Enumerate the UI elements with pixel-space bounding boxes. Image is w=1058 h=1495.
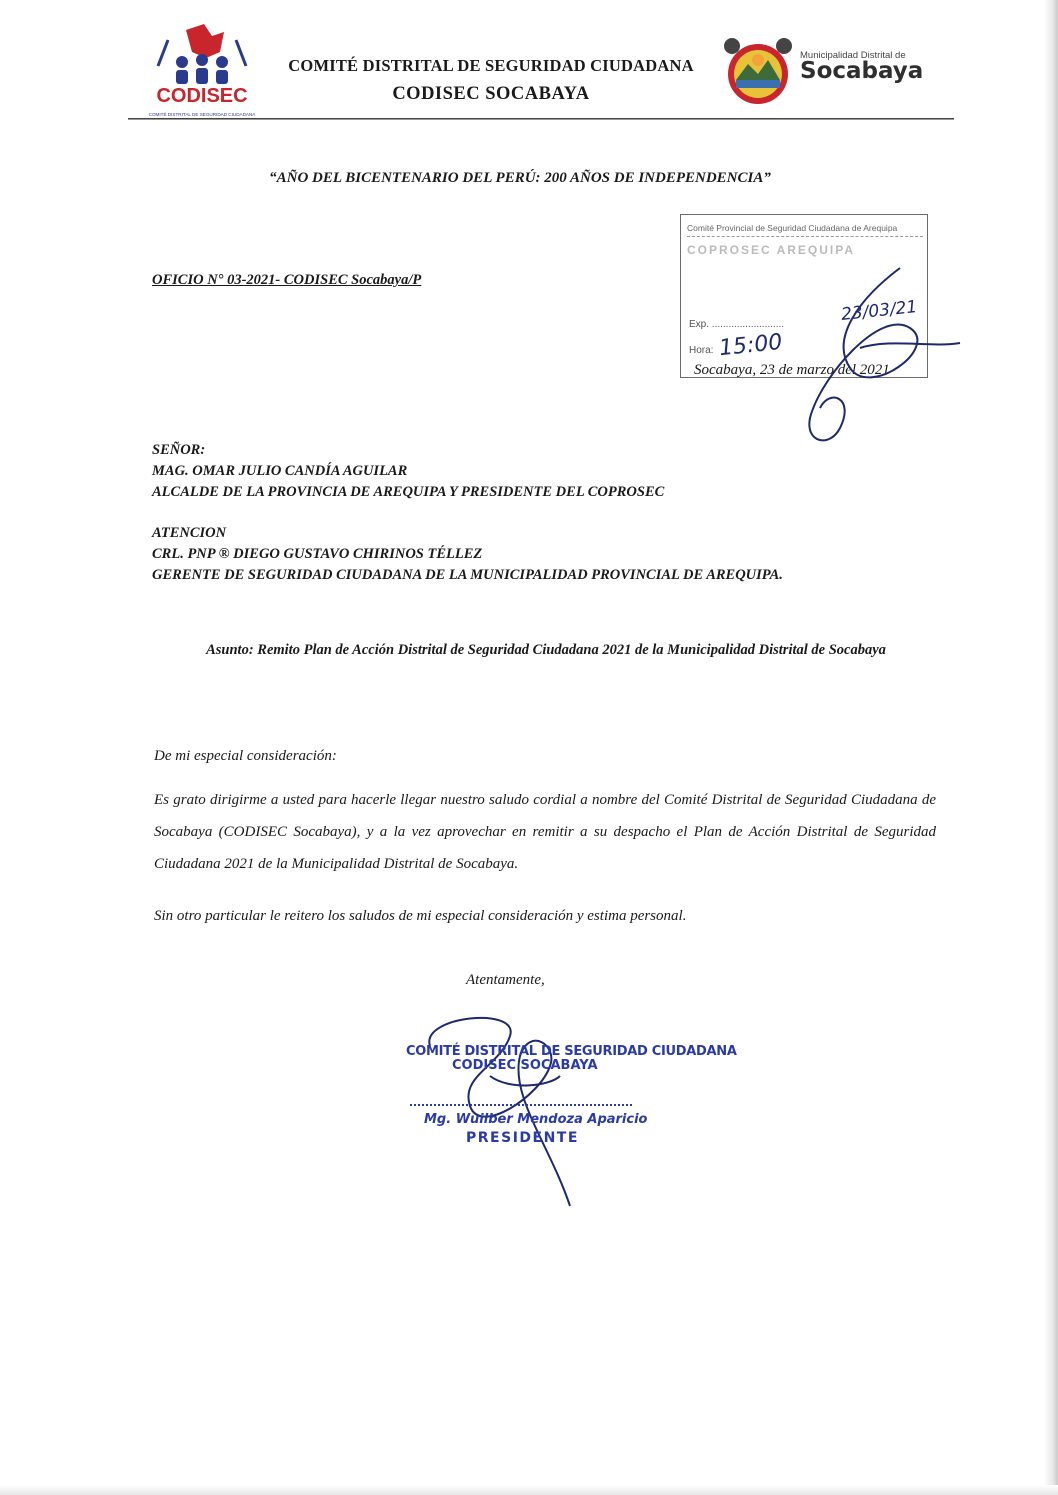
attention-name: CRL. PNP ® DIEGO GUSTAVO CHIRINOS TÉLLEZ xyxy=(152,546,483,562)
stamp-header: Comité Provincial de Seguridad Ciudadana de Arequipa xyxy=(687,223,923,237)
page-edge-shadow xyxy=(1044,0,1058,1495)
municipality-name: Socabaya xyxy=(800,58,924,84)
addressee-block xyxy=(152,440,664,503)
attention-block xyxy=(152,523,783,586)
subject-line: Asunto: Remito Plan de Acción Distrital de Seguridad Ciudadana 2021 de la Municipalidad Distrital de Socabaya xyxy=(206,642,886,658)
signer-role: PRESIDENTE xyxy=(466,1130,579,1146)
stamp-handwritten-date: 23/03/21 xyxy=(840,297,919,325)
stamp-body: COPROSEC AREQUIPA xyxy=(687,243,856,257)
stamp-exp-label: Exp. .......................... xyxy=(689,319,785,330)
signoff: Atentamente, xyxy=(466,972,545,988)
municipality-label: Municipalidad Distrital de xyxy=(800,50,906,61)
page-bottom-shadow xyxy=(0,1485,1058,1495)
socabaya-coat-of-arms xyxy=(722,34,794,108)
seal-signature-line xyxy=(410,1104,632,1106)
addressee-salutation: SEÑOR: xyxy=(152,442,206,458)
seal-codisec-name: CODISEC SOCABAYA xyxy=(452,1058,598,1073)
header-title: COMITÉ DISTRITAL DE SEGURIDAD CIUDADANA xyxy=(288,56,694,75)
place-date: Socabaya, 23 de marzo del 2021 xyxy=(694,362,890,378)
body-paragraph: Es grato dirigirme a usted para hacerle llegar nuestro saludo cordial a nombre del Comité Distrital de Seguridad Ciudadana de Socabaya (CODISEC Socabaya), y a la vez aprovechar en remitir a su despacho el Plan de Acción Distrital de Seguridad Ciudadana 2021 de la Municipalidad Distrital de Socabaya. xyxy=(154,792,936,872)
oficio-number: OFICIO N° 03-2021- CODISEC Socabaya/P xyxy=(152,272,422,288)
codisec-logo-subtext: COMITÉ DISTRITAL DE SEGURIDAD CIUDADANA xyxy=(148,112,256,117)
reception-signature xyxy=(790,258,970,458)
year-slogan: “AÑO DEL BICENTENARIO DEL PERÚ: 200 AÑOS DE INDEPENDENCIA” xyxy=(269,170,771,186)
stamp-hora-label: Hora: xyxy=(689,345,714,356)
seal-committee-name: COMITÉ DISTRITAL DE SEGURIDAD CIUDADANA xyxy=(406,1044,737,1059)
attention-role: GERENTE DE SEGURIDAD CIUDADANA DE LA MUNICIPALIDAD PROVINCIAL DE AREQUIPA. xyxy=(152,567,783,583)
header-subtitle: CODISEC SOCABAYA xyxy=(392,84,590,104)
attention-label: ATENCION xyxy=(152,525,227,541)
stamp-handwritten-time: 15:00 xyxy=(717,329,784,362)
codisec-logo-text: CODISEC xyxy=(156,85,248,107)
addressee-role: ALCALDE DE LA PROVINCIA DE AREQUIPA Y PRESIDENTE DEL COPROSEC xyxy=(152,484,665,500)
signer-name: Mg. Wuilber Mendoza Aparicio xyxy=(424,1112,648,1127)
codisec-logo xyxy=(146,22,258,122)
header-divider xyxy=(128,118,954,120)
addressee-name: MAG. OMAR JULIO CANDÍA AGUILAR xyxy=(152,463,408,479)
closing-paragraph: Sin otro particular le reitero los saludos de mi especial consideración y estima personal. xyxy=(154,908,687,924)
greeting: De mi especial consideración: xyxy=(154,748,337,764)
